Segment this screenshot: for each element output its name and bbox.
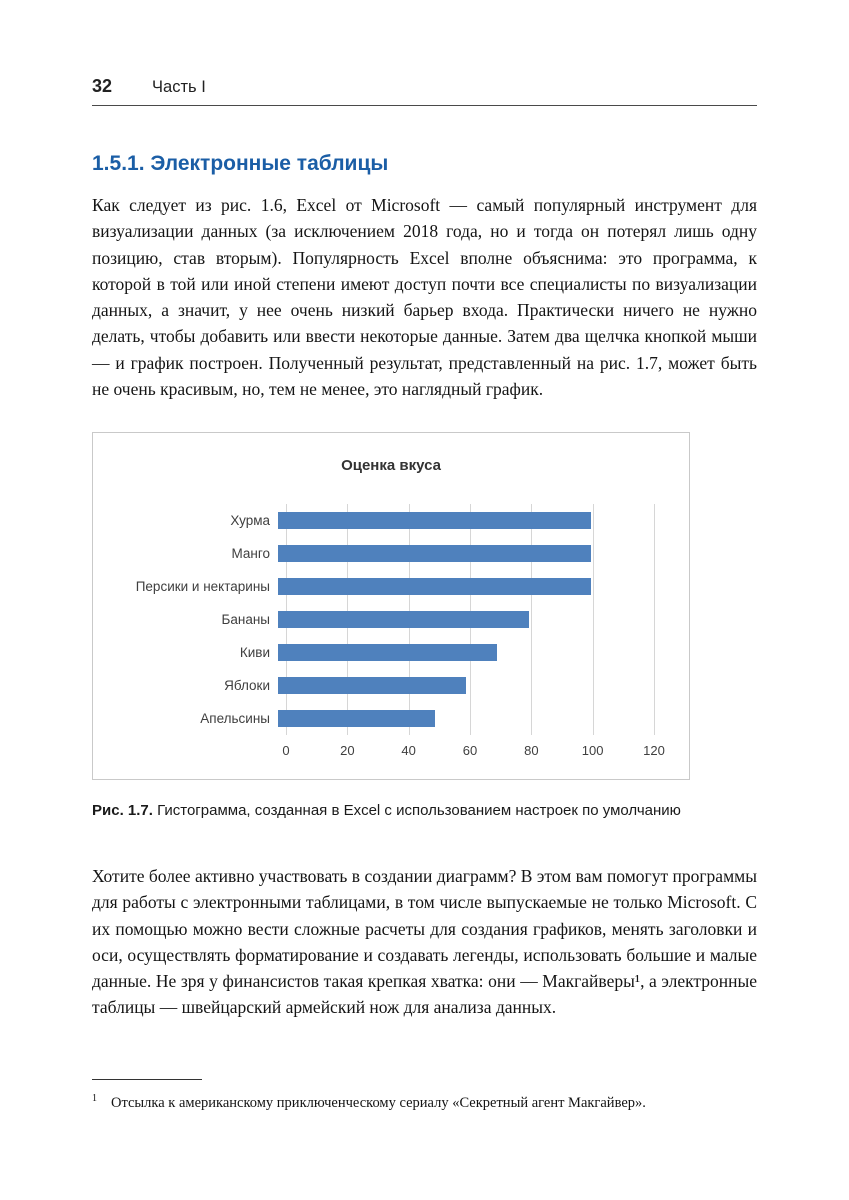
paragraph-2: Хотите более активно участвовать в создании диаграмм? В этом вам помогут программы для работы с электронными таблицами, в том числе выпускаемые не только Microsoft. С их помощью можно вести сложные расчеты для создания графиков, менять заголовки и оси, осуществлять форматирование и создавать легенды, использовать большие и малые данные. Не зря у финансистов такая крепкая хватка: они — Макгайверы¹, а электронные таблицы — швейцарский армейский нож для анализа данных. <box>92 866 757 1018</box>
chart-row <box>93 537 689 570</box>
chart-row <box>93 669 689 702</box>
chart-category-label: Манго <box>231 546 270 561</box>
chart-x-tick-label: 40 <box>401 743 416 758</box>
chart-title: Оценка вкуса <box>341 457 441 474</box>
chart-bar-track <box>278 710 654 727</box>
figure-caption <box>92 802 757 819</box>
page-number: 32 <box>92 76 113 96</box>
figure-caption-label: Рис. 1.7. <box>92 802 153 819</box>
chart-x-tick-label: 100 <box>581 743 604 758</box>
running-head <box>92 0 757 97</box>
chart-x-tick-label: 80 <box>524 743 539 758</box>
chart-bar <box>278 644 497 661</box>
footnote <box>92 1092 757 1113</box>
chart-x-tick-label: 120 <box>643 743 665 758</box>
header-rule <box>92 105 757 106</box>
chart-row <box>93 570 689 603</box>
chart-rows <box>93 504 689 735</box>
chart-bar <box>278 545 591 562</box>
chart-row <box>93 702 689 735</box>
chart-x-tick-label: 60 <box>462 743 478 758</box>
chart-category-label: Апельсины <box>200 711 270 726</box>
chart-row <box>93 603 689 636</box>
chart-bar-track <box>278 545 654 562</box>
chart-bar-track <box>278 677 654 694</box>
chart-bar <box>278 710 435 727</box>
chart-bar <box>278 611 529 628</box>
section-heading: 1.5.1. Электронные таблицы <box>92 152 389 175</box>
figure-caption-text: Гистограмма, созданная в Excel с использованием настроек по умолчанию <box>152 802 681 819</box>
chart-category-label: Бананы <box>221 612 270 627</box>
chart-category-label: Яблоки <box>224 678 270 693</box>
footnote-marker: 1 <box>92 1092 97 1104</box>
chart-row <box>93 636 689 669</box>
paragraph-1: Как следует из рис. 1.6, Excel от Microsoft — самый популярный инструмент для визуализации данных (за исключением 2018 года, но и тогда он потерял лишь одну позицию, став вторым). Популярность Excel вполне объяснима: это программа, к которой в той или иной степени имеют доступ почти все специалисты по визуализации данных, а значит, у нее очень низкий барьер входа. Практически ничего не нужно делать, чтобы добавить или ввести некоторые данные. Затем два щелчка кнопкой мыши — и график построен. Полученный результат, представленный на рис. 1.7, может быть не очень красивым, но, тем не менее, это наглядный график. <box>92 195 757 399</box>
chart-bar <box>278 512 591 529</box>
chart-x-tick-label: 20 <box>340 743 355 758</box>
chart-category-label: Персики и нектарины <box>135 579 270 594</box>
footnote-text: Отсылка к американскому приключенческому сериалу «Секретный агент Макгайвер». <box>111 1094 646 1111</box>
chart-bar-track <box>278 578 654 595</box>
chart-bar-track <box>278 644 654 661</box>
chart-bar-track <box>278 512 654 529</box>
chart-bar <box>278 677 466 694</box>
part-label: Часть I <box>152 78 206 96</box>
chart-bar-track <box>278 611 654 628</box>
chart-category-label: Хурма <box>230 513 270 528</box>
chart-x-tick-label: 0 <box>282 743 290 758</box>
chart-category-label: Киви <box>239 645 270 660</box>
footnote-rule <box>92 1079 202 1080</box>
chart-x-axis <box>282 743 665 763</box>
chart-plot <box>93 504 689 735</box>
chart-row <box>93 504 689 537</box>
chart-bar <box>278 578 591 595</box>
figure-chart <box>92 432 690 780</box>
